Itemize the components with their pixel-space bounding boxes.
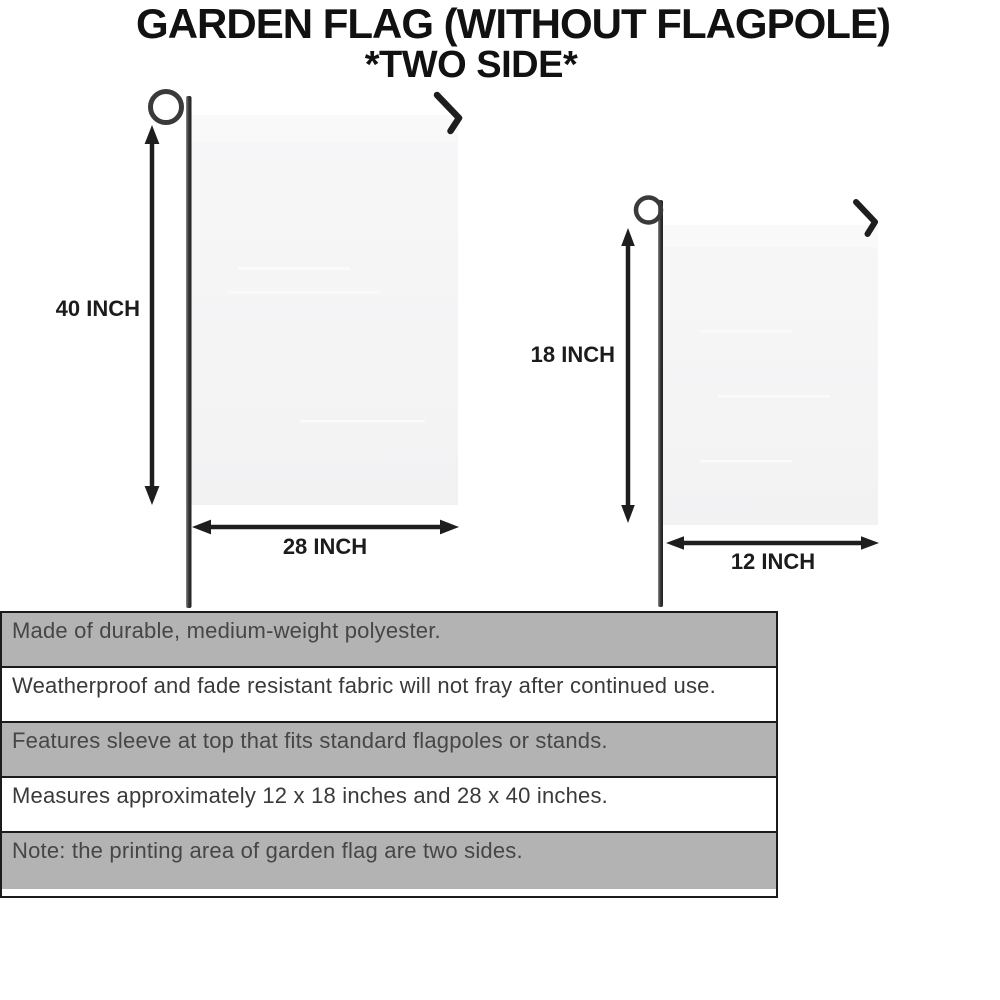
small-flagpole-rod bbox=[658, 200, 663, 607]
feature-row-measurements bbox=[2, 778, 776, 833]
small-flag-assembly bbox=[621, 198, 879, 608]
small-flag-width-label: 12 INCH bbox=[730, 549, 816, 574]
small-width-dimension-arrow bbox=[666, 536, 879, 550]
large-width-dimension-arrow bbox=[192, 520, 459, 535]
large-flag-sleeve bbox=[191, 115, 458, 141]
large-flag-height-label: 40 INCH bbox=[55, 296, 140, 321]
feature-text: Measures approximately 12 x 18 inches and 28 x 40 inches. bbox=[12, 783, 608, 808]
small-flag-canvas bbox=[663, 225, 878, 525]
feature-text: Note: the printing area of garden flag are two sides. bbox=[12, 838, 523, 863]
feature-row-note bbox=[2, 833, 776, 889]
small-flag-sleeve bbox=[663, 225, 878, 247]
page-title: GARDEN FLAG (WITHOUT FLAGPOLE) bbox=[136, 0, 890, 47]
small-flag-height-label: 18 INCH bbox=[530, 342, 615, 367]
large-flagpole-loop-icon bbox=[151, 92, 182, 123]
small-flagpole-loop-icon bbox=[636, 198, 661, 223]
page-subtitle: *TWO SIDE* bbox=[364, 44, 578, 86]
feature-text: Made of durable, medium-weight polyester. bbox=[12, 618, 441, 643]
feature-text: Weatherproof and fade resistant fabric will not fray after continued use. bbox=[12, 673, 716, 698]
features-table bbox=[0, 611, 778, 898]
small-height-dimension-arrow bbox=[621, 228, 635, 523]
feature-row-sleeve bbox=[2, 723, 776, 778]
feature-row-material bbox=[2, 613, 776, 668]
large-flagpole-rod bbox=[186, 96, 192, 608]
feature-text: Features sleeve at top that fits standard flagpoles or stands. bbox=[12, 728, 608, 753]
large-height-dimension-arrow bbox=[145, 125, 160, 505]
large-flag-width-label: 28 INCH bbox=[282, 534, 368, 559]
large-flag-canvas bbox=[191, 115, 458, 505]
feature-row-weatherproof bbox=[2, 668, 776, 723]
large-flag-assembly bbox=[145, 92, 459, 609]
